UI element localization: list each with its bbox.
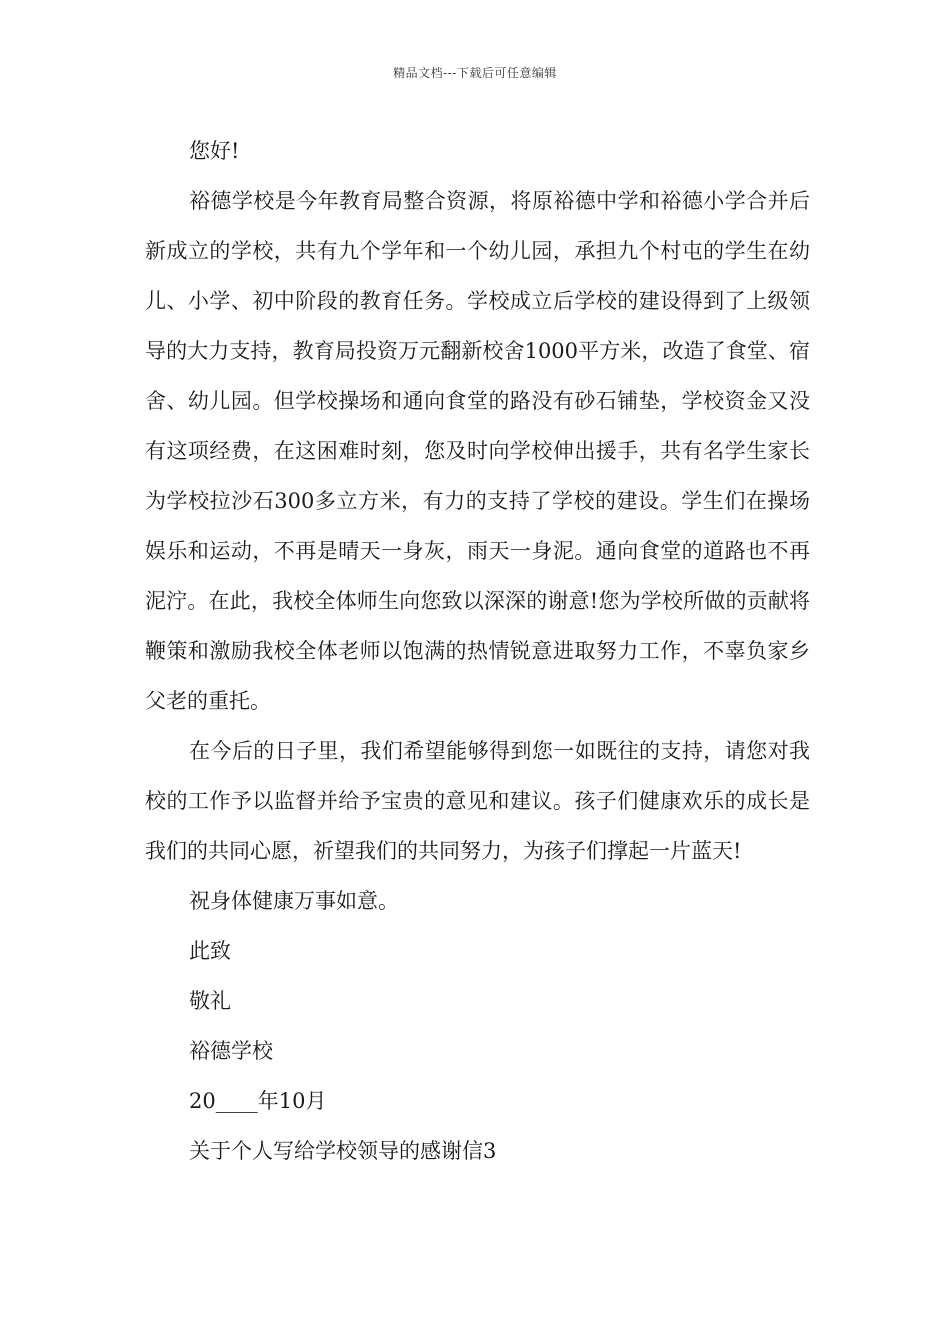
signature: 裕德学校 [189, 1039, 273, 1063]
paragraph-thanks: 裕德学校是今年教育局整合资源，将原裕德中学和裕德小学合并后新成立的学校，共有九个学年和一个幼儿园，承担九个村屯的学生在幼儿、小学、初中阶段的教育任务。学校成立后学校的建设得到了上级领导的大力支持，教育局投资万元翻新校舍1000平方米，改造了食堂、宿舍、幼儿园。但学校操场和通向食堂的路没有砂石铺垫，学校资金又没有这项经费，在这困难时刻，您及时向学校伸出援手，共有名学生家长为学校拉沙石300多立方米，有力的支持了学校的建设。学生们在操场娱乐和运动，不再是晴天一身灰，雨天一身泥。通向食堂的道路也不再泥泞。在此，我校全体师生向您致以深深的谢意!您为学校所做的贡献将鞭策和激励我校全体老师以饱满的热情锐意进取努力工作，不辜负家乡父老的重托。 [145, 189, 810, 713]
letter-body [145, 126, 810, 1176]
date: 20____年10月 [189, 1089, 327, 1113]
closing-salutation: 此致 [189, 939, 231, 963]
paragraph-hope: 在今后的日子里，我们希望能够得到您一如既往的支持，请您对我校的工作予以监督并给予宝贵的意见和建议。孩子们健康欢乐的成长是我们的共同心愿，祈望我们的共同努力，为孩子们撑起一片蓝天! [145, 739, 810, 863]
closing-respect: 敬礼 [189, 989, 231, 1013]
next-letter-title: 关于个人写给学校领导的感谢信3 [189, 1139, 497, 1163]
page-header: 精品文档---下载后可任意编辑 [393, 66, 557, 80]
wishes: 祝身体健康万事如意。 [189, 889, 399, 913]
greeting: 您好! [189, 139, 240, 163]
